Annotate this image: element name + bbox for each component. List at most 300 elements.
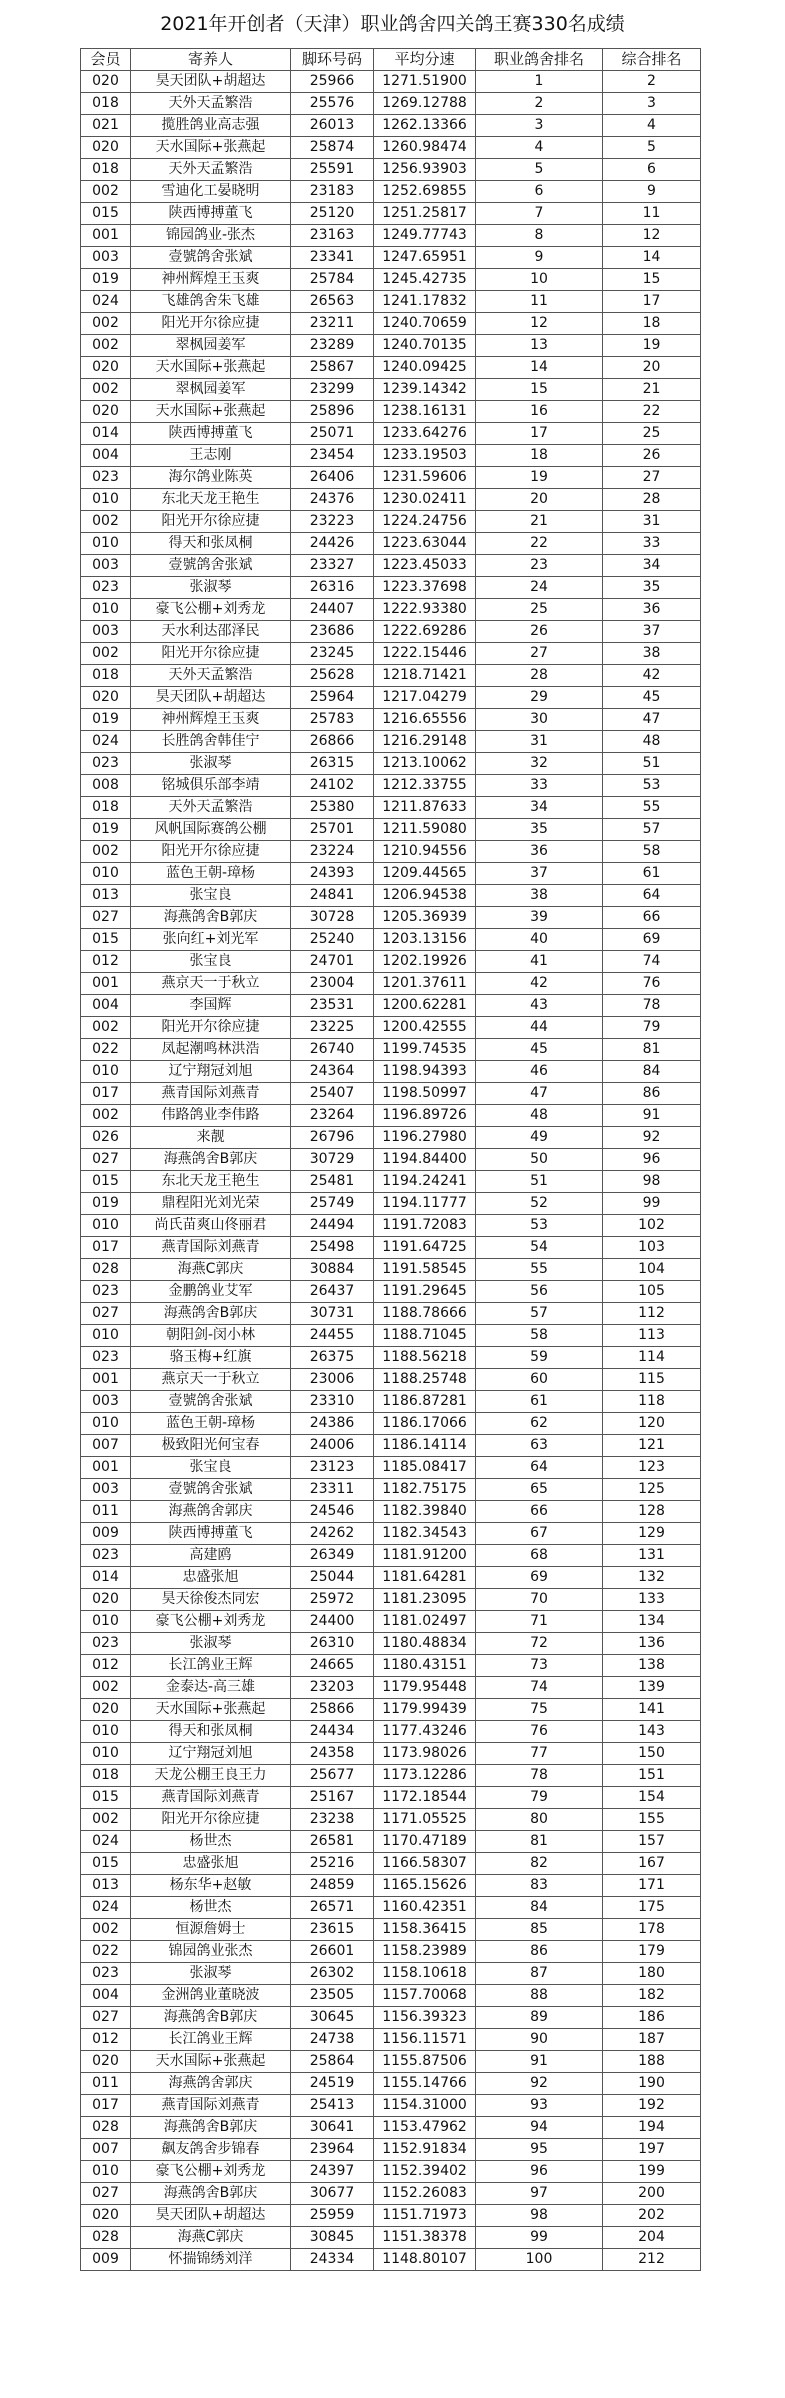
average-speed-cell: 1182.75175 (374, 1479, 476, 1501)
ring-number-cell: 23310 (291, 1391, 374, 1413)
loft-rank-cell: 74 (476, 1677, 603, 1699)
ring-number-cell: 24519 (291, 2073, 374, 2095)
member-cell: 027 (81, 907, 131, 929)
ring-number-cell: 25628 (291, 665, 374, 687)
member-cell: 002 (81, 335, 131, 357)
member-cell: 012 (81, 951, 131, 973)
table-row (81, 1105, 701, 1127)
loft-rank-cell: 85 (476, 1919, 603, 1941)
overall-rank-cell: 151 (603, 1765, 701, 1787)
overall-rank-cell: 114 (603, 1347, 701, 1369)
ring-number-cell: 23203 (291, 1677, 374, 1699)
member-cell: 007 (81, 2139, 131, 2161)
table-row (81, 753, 701, 775)
owner-cell: 金鹏鸽业艾军 (131, 1281, 291, 1303)
member-cell: 020 (81, 71, 131, 93)
average-speed-cell: 1218.71421 (374, 665, 476, 687)
member-cell: 009 (81, 2249, 131, 2271)
average-speed-cell: 1198.50997 (374, 1083, 476, 1105)
table-row (81, 1809, 701, 1831)
average-speed-cell: 1191.64725 (374, 1237, 476, 1259)
ring-number-cell: 24397 (291, 2161, 374, 2183)
loft-rank-cell: 40 (476, 929, 603, 951)
loft-rank-cell: 97 (476, 2183, 603, 2205)
average-speed-cell: 1157.70068 (374, 1985, 476, 2007)
header-owner: 寄养人 (131, 49, 291, 71)
owner-cell: 燕青国际刘燕青 (131, 1787, 291, 1809)
table-row (81, 445, 701, 467)
owner-cell: 金泰达-高三雄 (131, 1677, 291, 1699)
ring-number-cell: 24400 (291, 1611, 374, 1633)
loft-rank-cell: 58 (476, 1325, 603, 1347)
header-ring-number: 脚环号码 (291, 49, 374, 71)
table-row (81, 665, 701, 687)
ring-number-cell: 25120 (291, 203, 374, 225)
overall-rank-cell: 178 (603, 1919, 701, 1941)
owner-cell: 翠枫园姜军 (131, 335, 291, 357)
loft-rank-cell: 79 (476, 1787, 603, 1809)
loft-rank-cell: 65 (476, 1479, 603, 1501)
table-row (81, 1919, 701, 1941)
member-cell: 004 (81, 1985, 131, 2007)
owner-cell: 王志刚 (131, 445, 291, 467)
loft-rank-cell: 19 (476, 467, 603, 489)
loft-rank-cell: 99 (476, 2227, 603, 2249)
owner-cell: 得天和张凤桐 (131, 533, 291, 555)
table-row (81, 577, 701, 599)
ring-number-cell: 23299 (291, 379, 374, 401)
overall-rank-cell: 157 (603, 1831, 701, 1853)
member-cell: 010 (81, 489, 131, 511)
member-cell: 017 (81, 1083, 131, 1105)
average-speed-cell: 1217.04279 (374, 687, 476, 709)
table-row (81, 1039, 701, 1061)
header-row (81, 49, 701, 71)
table-row (81, 1633, 701, 1655)
ring-number-cell: 24546 (291, 1501, 374, 1523)
member-cell: 012 (81, 2029, 131, 2051)
ring-number-cell: 23289 (291, 335, 374, 357)
owner-cell: 天水利达邵泽民 (131, 621, 291, 643)
member-cell: 014 (81, 1567, 131, 1589)
average-speed-cell: 1181.91200 (374, 1545, 476, 1567)
owner-cell: 海燕鸽舍B郭庆 (131, 2117, 291, 2139)
overall-rank-cell: 35 (603, 577, 701, 599)
header-overall-rank: 综合排名 (603, 49, 701, 71)
ring-number-cell: 25413 (291, 2095, 374, 2117)
average-speed-cell: 1271.51900 (374, 71, 476, 93)
owner-cell: 神州辉煌王玉爽 (131, 269, 291, 291)
member-cell: 015 (81, 1171, 131, 1193)
overall-rank-cell: 171 (603, 1875, 701, 1897)
owner-cell: 朝阳剑-闵小林 (131, 1325, 291, 1347)
average-speed-cell: 1151.38378 (374, 2227, 476, 2249)
ring-number-cell: 23223 (291, 511, 374, 533)
overall-rank-cell: 34 (603, 555, 701, 577)
ring-number-cell: 26375 (291, 1347, 374, 1369)
table-row (81, 159, 701, 181)
loft-rank-cell: 24 (476, 577, 603, 599)
table-row (81, 1149, 701, 1171)
overall-rank-cell: 61 (603, 863, 701, 885)
table-row (81, 181, 701, 203)
loft-rank-cell: 84 (476, 1897, 603, 1919)
member-cell: 001 (81, 973, 131, 995)
table-row (81, 687, 701, 709)
average-speed-cell: 1209.44565 (374, 863, 476, 885)
table-row (81, 1325, 701, 1347)
owner-cell: 神州辉煌王玉爽 (131, 709, 291, 731)
overall-rank-cell: 53 (603, 775, 701, 797)
loft-rank-cell: 21 (476, 511, 603, 533)
member-cell: 002 (81, 841, 131, 863)
member-cell: 004 (81, 995, 131, 1017)
member-cell: 011 (81, 1501, 131, 1523)
overall-rank-cell: 133 (603, 1589, 701, 1611)
average-speed-cell: 1223.63044 (374, 533, 476, 555)
owner-cell: 燕青国际刘燕青 (131, 2095, 291, 2117)
overall-rank-cell: 20 (603, 357, 701, 379)
table-row (81, 1721, 701, 1743)
overall-rank-cell: 113 (603, 1325, 701, 1347)
owner-cell: 怀揣锦绣刘洋 (131, 2249, 291, 2271)
owner-cell: 辽宁翔冠刘旭 (131, 1743, 291, 1765)
owner-cell: 张宝良 (131, 885, 291, 907)
average-speed-cell: 1241.17832 (374, 291, 476, 313)
overall-rank-cell: 118 (603, 1391, 701, 1413)
average-speed-cell: 1256.93903 (374, 159, 476, 181)
owner-cell: 东北天龙王艳生 (131, 1171, 291, 1193)
member-cell: 018 (81, 797, 131, 819)
member-cell: 028 (81, 2227, 131, 2249)
overall-rank-cell: 99 (603, 1193, 701, 1215)
member-cell: 020 (81, 401, 131, 423)
member-cell: 003 (81, 1479, 131, 1501)
owner-cell: 天水国际+张燕起 (131, 401, 291, 423)
ring-number-cell: 23006 (291, 1369, 374, 1391)
table-row (81, 1567, 701, 1589)
loft-rank-cell: 14 (476, 357, 603, 379)
table-row (81, 1941, 701, 1963)
ring-number-cell: 23238 (291, 1809, 374, 1831)
loft-rank-cell: 63 (476, 1435, 603, 1457)
member-cell: 010 (81, 1721, 131, 1743)
member-cell: 015 (81, 929, 131, 951)
loft-rank-cell: 15 (476, 379, 603, 401)
owner-cell: 陕西博搏董飞 (131, 1523, 291, 1545)
owner-cell: 天水国际+张燕起 (131, 137, 291, 159)
member-cell: 002 (81, 1677, 131, 1699)
member-cell: 010 (81, 1743, 131, 1765)
average-speed-cell: 1198.94393 (374, 1061, 476, 1083)
table-row (81, 1281, 701, 1303)
ring-number-cell: 30677 (291, 2183, 374, 2205)
overall-rank-cell: 4 (603, 115, 701, 137)
member-cell: 021 (81, 115, 131, 137)
member-cell: 020 (81, 357, 131, 379)
loft-rank-cell: 47 (476, 1083, 603, 1105)
table-row (81, 313, 701, 335)
overall-rank-cell: 28 (603, 489, 701, 511)
loft-rank-cell: 6 (476, 181, 603, 203)
loft-rank-cell: 4 (476, 137, 603, 159)
member-cell: 023 (81, 1545, 131, 1567)
ring-number-cell: 23183 (291, 181, 374, 203)
average-speed-cell: 1213.10062 (374, 753, 476, 775)
overall-rank-cell: 25 (603, 423, 701, 445)
overall-rank-cell: 103 (603, 1237, 701, 1259)
table-row (81, 2007, 701, 2029)
member-cell: 017 (81, 2095, 131, 2117)
loft-rank-cell: 60 (476, 1369, 603, 1391)
owner-cell: 海燕鸽舍郭庆 (131, 2073, 291, 2095)
overall-rank-cell: 112 (603, 1303, 701, 1325)
overall-rank-cell: 26 (603, 445, 701, 467)
average-speed-cell: 1211.59080 (374, 819, 476, 841)
owner-cell: 长江鸽业王辉 (131, 1655, 291, 1677)
ring-number-cell: 26349 (291, 1545, 374, 1567)
owner-cell: 张向红+刘光军 (131, 929, 291, 951)
owner-cell: 海燕鸽舍B郭庆 (131, 1149, 291, 1171)
average-speed-cell: 1191.58545 (374, 1259, 476, 1281)
table-row (81, 423, 701, 445)
owner-cell: 壹號鸽舍张斌 (131, 1391, 291, 1413)
loft-rank-cell: 70 (476, 1589, 603, 1611)
ring-number-cell: 30731 (291, 1303, 374, 1325)
average-speed-cell: 1200.42555 (374, 1017, 476, 1039)
ring-number-cell: 25749 (291, 1193, 374, 1215)
average-speed-cell: 1194.24241 (374, 1171, 476, 1193)
loft-rank-cell: 89 (476, 2007, 603, 2029)
loft-rank-cell: 28 (476, 665, 603, 687)
member-cell: 003 (81, 1391, 131, 1413)
member-cell: 027 (81, 1149, 131, 1171)
table-row (81, 885, 701, 907)
loft-rank-cell: 29 (476, 687, 603, 709)
table-row (81, 2161, 701, 2183)
loft-rank-cell: 16 (476, 401, 603, 423)
overall-rank-cell: 136 (603, 1633, 701, 1655)
owner-cell: 骆玉梅+红旗 (131, 1347, 291, 1369)
owner-cell: 天龙公棚王良王力 (131, 1765, 291, 1787)
ring-number-cell: 23531 (291, 995, 374, 1017)
loft-rank-cell: 77 (476, 1743, 603, 1765)
ring-number-cell: 23163 (291, 225, 374, 247)
member-cell: 022 (81, 1941, 131, 1963)
loft-rank-cell: 55 (476, 1259, 603, 1281)
owner-cell: 锦园鸽业张杰 (131, 1941, 291, 1963)
ring-number-cell: 25964 (291, 687, 374, 709)
member-cell: 020 (81, 137, 131, 159)
overall-rank-cell: 74 (603, 951, 701, 973)
average-speed-cell: 1188.25748 (374, 1369, 476, 1391)
owner-cell: 蓝色王朝-璋杨 (131, 863, 291, 885)
loft-rank-cell: 86 (476, 1941, 603, 1963)
table-row (81, 71, 701, 93)
loft-rank-cell: 61 (476, 1391, 603, 1413)
owner-cell: 燕京天一于秋立 (131, 1369, 291, 1391)
average-speed-cell: 1172.18544 (374, 1787, 476, 1809)
member-cell: 010 (81, 1215, 131, 1237)
loft-rank-cell: 59 (476, 1347, 603, 1369)
ring-number-cell: 25959 (291, 2205, 374, 2227)
average-speed-cell: 1186.14114 (374, 1435, 476, 1457)
loft-rank-cell: 9 (476, 247, 603, 269)
ring-number-cell: 26563 (291, 291, 374, 313)
overall-rank-cell: 134 (603, 1611, 701, 1633)
loft-rank-cell: 87 (476, 1963, 603, 1985)
table-row (81, 1985, 701, 2007)
overall-rank-cell: 167 (603, 1853, 701, 1875)
average-speed-cell: 1188.71045 (374, 1325, 476, 1347)
average-speed-cell: 1152.26083 (374, 2183, 476, 2205)
ring-number-cell: 25240 (291, 929, 374, 951)
owner-cell: 燕京天一于秋立 (131, 973, 291, 995)
average-speed-cell: 1240.70659 (374, 313, 476, 335)
ring-number-cell: 23224 (291, 841, 374, 863)
loft-rank-cell: 88 (476, 1985, 603, 2007)
owner-cell: 鼎程阳光刘光荣 (131, 1193, 291, 1215)
ring-number-cell: 25591 (291, 159, 374, 181)
owner-cell: 蓝色王朝-璋杨 (131, 1413, 291, 1435)
loft-rank-cell: 66 (476, 1501, 603, 1523)
owner-cell: 天水国际+张燕起 (131, 1699, 291, 1721)
overall-rank-cell: 15 (603, 269, 701, 291)
loft-rank-cell: 98 (476, 2205, 603, 2227)
table-row (81, 2183, 701, 2205)
table-row (81, 1589, 701, 1611)
average-speed-cell: 1155.87506 (374, 2051, 476, 2073)
overall-rank-cell: 197 (603, 2139, 701, 2161)
member-cell: 023 (81, 1633, 131, 1655)
loft-rank-cell: 5 (476, 159, 603, 181)
loft-rank-cell: 34 (476, 797, 603, 819)
average-speed-cell: 1155.14766 (374, 2073, 476, 2095)
owner-cell: 壹號鸽舍张斌 (131, 1479, 291, 1501)
loft-rank-cell: 56 (476, 1281, 603, 1303)
overall-rank-cell: 22 (603, 401, 701, 423)
ring-number-cell: 26437 (291, 1281, 374, 1303)
ring-number-cell: 25966 (291, 71, 374, 93)
member-cell: 018 (81, 93, 131, 115)
overall-rank-cell: 21 (603, 379, 701, 401)
loft-rank-cell: 42 (476, 973, 603, 995)
ring-number-cell: 24426 (291, 533, 374, 555)
average-speed-cell: 1152.39402 (374, 2161, 476, 2183)
member-cell: 017 (81, 1237, 131, 1259)
average-speed-cell: 1181.64281 (374, 1567, 476, 1589)
average-speed-cell: 1224.24756 (374, 511, 476, 533)
overall-rank-cell: 186 (603, 2007, 701, 2029)
table-header (81, 49, 701, 71)
ring-number-cell: 26013 (291, 115, 374, 137)
table-row (81, 2073, 701, 2095)
overall-rank-cell: 17 (603, 291, 701, 313)
ring-number-cell: 25701 (291, 819, 374, 841)
table-row (81, 951, 701, 973)
overall-rank-cell: 128 (603, 1501, 701, 1523)
owner-cell: 昊天团队+胡超达 (131, 71, 291, 93)
owner-cell: 张淑琴 (131, 577, 291, 599)
owner-cell: 阳光开尔徐应捷 (131, 1809, 291, 1831)
ring-number-cell: 25864 (291, 2051, 374, 2073)
loft-rank-cell: 7 (476, 203, 603, 225)
ring-number-cell: 25867 (291, 357, 374, 379)
average-speed-cell: 1269.12788 (374, 93, 476, 115)
ring-number-cell: 30884 (291, 1259, 374, 1281)
table-row (81, 1677, 701, 1699)
overall-rank-cell: 120 (603, 1413, 701, 1435)
average-speed-cell: 1182.34543 (374, 1523, 476, 1545)
table-row (81, 2051, 701, 2073)
member-cell: 013 (81, 885, 131, 907)
average-speed-cell: 1205.36939 (374, 907, 476, 929)
member-cell: 020 (81, 687, 131, 709)
overall-rank-cell: 45 (603, 687, 701, 709)
ring-number-cell: 26866 (291, 731, 374, 753)
table-row (81, 775, 701, 797)
overall-rank-cell: 180 (603, 1963, 701, 1985)
average-speed-cell: 1200.62281 (374, 995, 476, 1017)
overall-rank-cell: 125 (603, 1479, 701, 1501)
ring-number-cell: 23245 (291, 643, 374, 665)
table-row (81, 1655, 701, 1677)
average-speed-cell: 1166.58307 (374, 1853, 476, 1875)
ring-number-cell: 24494 (291, 1215, 374, 1237)
member-cell: 001 (81, 225, 131, 247)
table-row (81, 1457, 701, 1479)
loft-rank-cell: 22 (476, 533, 603, 555)
owner-cell: 揽胜鸽业高志强 (131, 115, 291, 137)
loft-rank-cell: 35 (476, 819, 603, 841)
loft-rank-cell: 91 (476, 2051, 603, 2073)
member-cell: 020 (81, 1589, 131, 1611)
loft-rank-cell: 57 (476, 1303, 603, 1325)
member-cell: 018 (81, 159, 131, 181)
loft-rank-cell: 1 (476, 71, 603, 93)
loft-rank-cell: 39 (476, 907, 603, 929)
owner-cell: 恒源詹姆士 (131, 1919, 291, 1941)
average-speed-cell: 1245.42735 (374, 269, 476, 291)
overall-rank-cell: 139 (603, 1677, 701, 1699)
member-cell: 002 (81, 643, 131, 665)
overall-rank-cell: 66 (603, 907, 701, 929)
loft-rank-cell: 26 (476, 621, 603, 643)
average-speed-cell: 1156.39323 (374, 2007, 476, 2029)
member-cell: 024 (81, 291, 131, 313)
owner-cell: 壹號鸽舍张斌 (131, 247, 291, 269)
loft-rank-cell: 49 (476, 1127, 603, 1149)
average-speed-cell: 1151.71973 (374, 2205, 476, 2227)
overall-rank-cell: 42 (603, 665, 701, 687)
loft-rank-cell: 51 (476, 1171, 603, 1193)
member-cell: 026 (81, 1127, 131, 1149)
owner-cell: 燕青国际刘燕青 (131, 1237, 291, 1259)
average-speed-cell: 1154.31000 (374, 2095, 476, 2117)
average-speed-cell: 1203.13156 (374, 929, 476, 951)
table-row (81, 1083, 701, 1105)
member-cell: 015 (81, 1787, 131, 1809)
owner-cell: 铭城俱乐部李靖 (131, 775, 291, 797)
average-speed-cell: 1233.64276 (374, 423, 476, 445)
owner-cell: 锦园鸽业-张杰 (131, 225, 291, 247)
average-speed-cell: 1186.87281 (374, 1391, 476, 1413)
loft-rank-cell: 10 (476, 269, 603, 291)
average-speed-cell: 1216.65556 (374, 709, 476, 731)
owner-cell: 来靓 (131, 1127, 291, 1149)
table-row (81, 1061, 701, 1083)
overall-rank-cell: 192 (603, 2095, 701, 2117)
